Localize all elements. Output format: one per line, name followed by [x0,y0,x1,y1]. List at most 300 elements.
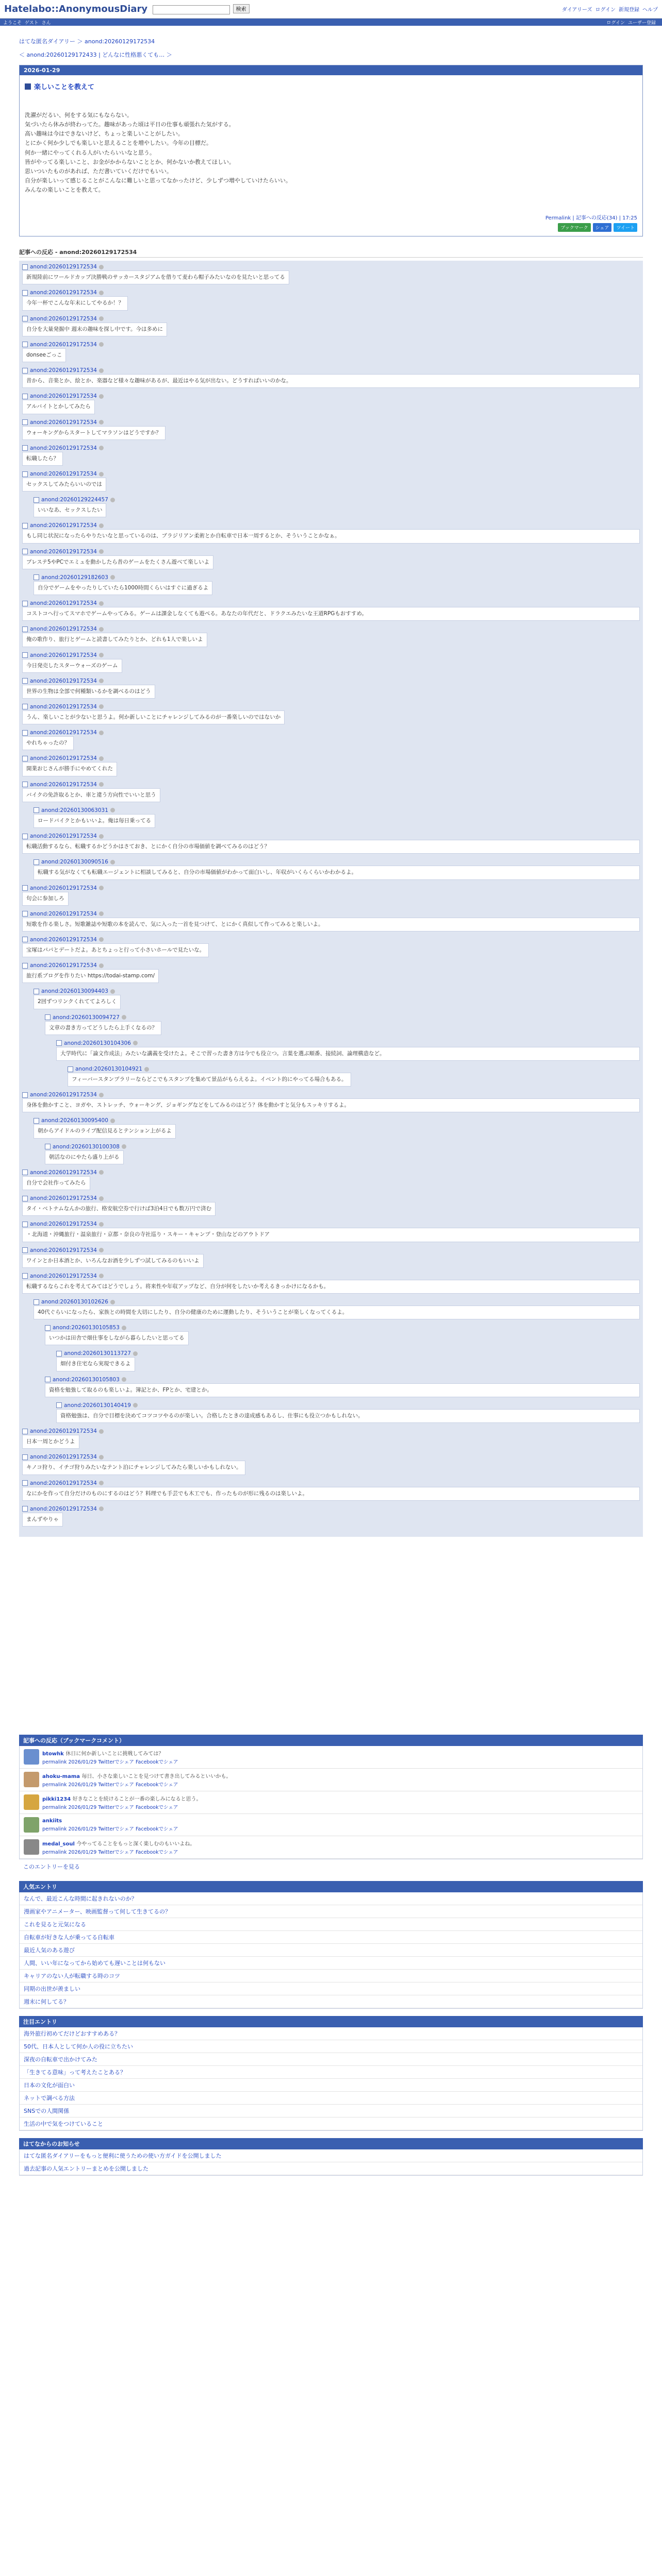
reply [22,264,640,284]
reply-id-link[interactable]: anond:20260129172534 [30,936,97,943]
hot-entry-link[interactable]: キャリアのない人が転職する時のコツ [24,1972,120,1979]
reply-text: フィーバースタンプラリーならどこでもスタンプを集めて景品がもらえるよ。イベント的にやってる場合もある。 [68,1073,351,1087]
reply-header [22,316,640,322]
new-entry-link[interactable]: 海外旅行初めてだけどおすすめある？ [24,2030,121,2037]
bookmark-count-icon[interactable] [110,808,115,812]
reply-header [56,1350,640,1357]
bookmark-count-icon[interactable] [99,472,104,477]
entry [19,65,643,236]
bookmark-content [42,1772,231,1788]
reply-header [22,471,640,477]
new-entry-link[interactable]: 50代、日本人として何か人の役に立ちたい [24,2043,133,2050]
bookmark-user[interactable]: ahoku-mama [42,1773,80,1780]
reply [68,1066,640,1087]
new-entry-row [20,2105,642,2117]
bookmark-count-icon[interactable] [99,601,104,606]
prev-next-link[interactable]: ＜ anond:20260129172433 | どんなに性格悪くても… ＞ [19,52,172,58]
search-button[interactable]: 検索 [233,4,250,13]
bookmark-user[interactable]: ankiits [42,1818,62,1824]
avatar[interactable] [24,1749,39,1765]
notice-row [20,2162,642,2175]
expand-box-icon[interactable] [22,1480,28,1486]
reply-id-link[interactable]: anond:20260129172534 [30,781,97,788]
bookmark-count-icon[interactable] [99,886,104,890]
expand-box-icon[interactable] [45,1325,51,1331]
reply-id-link[interactable]: anond:20260129172534 [30,626,97,633]
reply-id-link[interactable]: anond:20260130104306 [64,1040,131,1046]
reply-id-link[interactable]: anond:20260129172534 [30,1428,97,1435]
hot-entry-link[interactable]: 人間、いい年になってから始めても遅いことは何もない [24,1959,166,1967]
hot-entry-link[interactable]: 同期の出世が羨ましい [24,1985,80,1992]
breadcrumb [19,37,643,45]
more-link-text[interactable]: このエントリーを見る [23,1863,80,1870]
expand-box-icon[interactable] [22,471,28,477]
bookmark-count-icon[interactable] [99,1170,104,1175]
reply-id-link[interactable]: anond:20260129172534 [30,290,97,296]
reply-id-link[interactable]: anond:20260130090516 [41,859,108,866]
reply-text: いつかは田舎で畑仕事をしながら暮らしたいと思ってる [45,1331,189,1345]
entry-paragraph: 洗濯がだるい、何をする気にもならない。 [25,112,133,118]
expand-box-icon[interactable] [22,678,28,684]
reply [22,600,640,621]
reply [22,1454,640,1475]
bookmark-count-icon[interactable] [99,937,104,942]
new-entry-link[interactable]: SNSでの人間関係 [24,2107,70,2114]
expand-box-icon[interactable] [34,497,39,503]
reply-id-link[interactable]: anond:20260129172534 [30,600,97,607]
bookmark-count-icon[interactable] [122,1144,126,1149]
bookmark-count-icon[interactable] [99,342,104,347]
hot-section-title: 人気エントリ [19,1881,643,1892]
hot-entry-link[interactable]: これを見ると元気になる [24,1921,86,1928]
welcome-text: ようこそ [3,20,22,26]
reply-id-link[interactable]: anond:20260129172534 [30,730,97,736]
reply [22,678,640,699]
bookmark-count-icon[interactable] [99,446,104,450]
reply-text: 大学時代に「論文作成法」みたいな講義を受けたよ。そこで習った書き方は今でも役立つ。言葉を選ぶ順番、接続詞、論理構造など。 [56,1047,640,1061]
reply-id-link[interactable]: anond:20260129172534 [30,419,97,426]
hot-entry-link[interactable]: 最近人気のある遊び [24,1946,75,1954]
reply-id-link[interactable]: anond:20260129172534 [30,910,97,917]
bookmark-meta[interactable]: permalink 2026/01/29 Twitterでシェア Facebookでシェア [42,1826,178,1832]
entry-title [25,81,642,91]
bookmark-count-icon[interactable] [110,575,115,580]
expand-box-icon[interactable] [34,859,39,865]
notice-row [20,2149,642,2162]
expand-box-icon[interactable] [22,652,28,658]
expand-box-icon[interactable] [22,756,28,761]
bookmark-meta[interactable]: permalink 2026/01/29 Twitterでシェア Facebookでシェア [42,1759,178,1765]
expand-box-icon[interactable] [34,574,39,580]
reply [34,1117,640,1138]
reply-id-link[interactable]: anond:20260129172534 [30,1454,97,1461]
new-entry-link[interactable]: 深夜の自転車で出かけてみた [24,2056,97,2063]
expand-box-icon[interactable] [34,1299,39,1305]
reply-text: 自分で会社作ってみたら [22,1176,90,1190]
expand-box-icon[interactable] [22,1170,28,1175]
bookmark-row [20,1791,642,1814]
new-entry-link[interactable]: 日本の文化が面白い [24,2081,75,2089]
reply-id-link[interactable]: anond:20260129224457 [41,497,108,503]
bookmark-user[interactable]: medal_soul [42,1841,75,1847]
bookmark-content [42,1817,178,1832]
reply [22,1273,640,1294]
reply-id-link[interactable]: anond:20260130113727 [64,1350,131,1357]
expand-box-icon[interactable] [56,1402,62,1408]
reply-text: タイ・ベトナムなんかの旅行、格安航空券で行けば3泊4日でも数万円で済む [22,1202,216,1216]
reply-text: 朝からアイドルのライブ配信見るとテンション上がるよ [34,1124,176,1138]
bookmark-count-icon[interactable] [133,1403,138,1408]
reply-id-link[interactable]: anond:20260130100308 [53,1143,120,1150]
expand-box-icon[interactable] [22,1429,28,1434]
bookmark-count-icon[interactable] [99,679,104,683]
reply-id-link[interactable]: anond:20260129172534 [30,315,97,322]
bookmark-count-icon[interactable] [122,1377,126,1382]
bookmark-count-icon[interactable] [110,1300,115,1304]
reply [22,419,640,440]
bookmark-user[interactable]: pikki1234 [42,1796,71,1802]
bookmark-count-icon[interactable] [99,1274,104,1278]
reply [56,1402,640,1423]
expand-box-icon[interactable] [22,626,28,632]
bookmark-count-icon[interactable] [99,549,104,554]
bookmark-count-icon[interactable] [99,316,104,321]
expand-box-icon[interactable] [22,1506,28,1512]
reply-text: コストコへ行ってスマホでゲームやってみる。ゲームは課金しなくても遊べる。あなたの年代だと、ドラクエみたいな王道RPGもおすすめ。 [22,607,640,621]
bookmark-comment: 休日に何か新しいことに挑戦してみては？ [65,1751,164,1757]
expand-box-icon[interactable] [22,1273,28,1279]
reply-header [22,1428,640,1434]
expand-box-icon[interactable] [34,1118,39,1124]
reply [22,1221,640,1242]
expand-box-icon[interactable] [22,782,28,787]
guest-link[interactable]: ゲスト [25,20,39,26]
bookmark-count-icon[interactable] [110,860,115,865]
expand-box-icon[interactable] [45,1144,51,1149]
search-input[interactable] [153,5,230,14]
bookmark-line [42,1794,202,1802]
reply-text: 文章の書き方ってどうしたら上手くなるの？ [45,1021,161,1035]
expand-box-icon[interactable] [22,601,28,606]
reply-id-link[interactable]: anond:20260129172534 [30,885,97,891]
reply-id-link[interactable]: anond:20260130105853 [53,1325,120,1331]
new-entry-row [20,2066,642,2079]
bookmark-count-icon[interactable] [99,1455,104,1460]
reply-id-link[interactable]: anond:20260129172534 [30,755,97,762]
reply [22,471,640,492]
nav-login[interactable]: ログイン [595,7,616,13]
reply-header [22,1195,640,1201]
reply-id-link[interactable]: anond:20260129172534 [30,677,97,684]
bookmark-count-icon[interactable] [110,989,115,994]
new-entry-link[interactable]: 生活の中で気をつけていること [24,2120,103,2127]
expand-box-icon[interactable] [45,1014,51,1020]
reply [22,1247,640,1268]
expand-box-icon[interactable] [22,963,28,969]
reply-header [34,859,640,865]
bookmark-meta[interactable]: permalink 2026/01/29 Twitterでシェア Facebookでシェア [42,1804,178,1810]
new-entry-link[interactable]: 「生きてる意味」って考えたことある？ [24,2069,126,2076]
expand-box-icon[interactable] [22,368,28,374]
reply-text: 開業おじさんが勝手にやめてくれた [22,762,117,776]
reply-header [22,1454,640,1460]
expand-box-icon[interactable] [22,316,28,321]
reply [34,574,640,595]
expand-box-icon[interactable] [68,1066,73,1072]
bookmark-count-icon[interactable] [99,1429,104,1434]
bookmark-count-icon[interactable] [122,1326,126,1330]
reply-header [56,1040,640,1046]
reply-id-link[interactable]: anond:20260130094403 [41,988,108,995]
bookmark-count-icon[interactable] [99,523,104,528]
reply [22,937,640,957]
bookmark-count-icon[interactable] [99,731,104,735]
expand-box-icon[interactable] [22,1247,28,1253]
reply-header [22,937,640,943]
reply-id-link[interactable]: anond:20260129172534 [30,341,97,348]
bookmark-count-icon[interactable] [99,368,104,373]
reply-id-link[interactable]: anond:20260129172534 [30,652,97,658]
reply [22,393,640,414]
reply-text: 宝塚はパパとデートだよ。あとちょっと行って小さいホールで見たいな。 [22,943,209,957]
reply-id-link[interactable]: anond:20260130063031 [41,807,108,814]
expand-box-icon[interactable] [22,342,28,347]
signup-link[interactable]: ユーザー登録 [627,20,656,26]
reply [22,1480,640,1501]
bookmark-count-icon[interactable] [99,782,104,787]
reply-id-link[interactable]: anond:20260129172534 [30,1505,97,1512]
reply [22,1170,640,1190]
square-icon [25,83,31,90]
bookmark-button[interactable]: ブックマーク [558,223,590,232]
reply-id-link[interactable]: anond:20260129172534 [30,264,97,270]
reply-header [45,1144,640,1150]
reply-header [45,1014,640,1021]
share-button[interactable]: シェア [593,223,612,232]
reply-text: ロードバイクとかもいいよ。俺は毎日乗ってる [34,814,155,828]
reply-id-link[interactable]: anond:20260129172534 [30,1247,97,1253]
expand-box-icon[interactable] [22,394,28,399]
reply-id-link[interactable]: anond:20260129172534 [30,367,97,374]
breadcrumb-link[interactable]: はてな匿名ダイアリー ＞ anond:20260129172534 [19,38,155,45]
reply [22,290,640,310]
bookmark-count-icon[interactable] [99,291,104,295]
reply-id-link[interactable]: anond:20260130102626 [41,1299,108,1306]
reply [22,782,640,802]
bookmark-count-icon[interactable] [99,420,104,425]
bookmark-count-icon[interactable] [99,1093,104,1097]
bookmark-count-icon[interactable] [99,963,104,968]
entry-paragraph: 思いついたものがあれば、ただ書いていくだけでもいい。 [25,167,172,175]
expand-box-icon[interactable] [22,419,28,425]
reply-text: なにかを作って自分だけのものにするのはどう？料理でも手芸でも木工でも、作ったものが形に残るのは楽しいよ。 [22,1487,640,1501]
reply [22,1428,640,1449]
expand-box-icon[interactable] [22,445,28,451]
reply-id-link[interactable]: anond:20260129172534 [30,445,97,451]
notice-link[interactable]: はてな匿名ダイアリーをもっと便利に使うための使い方ガイドを公開しました [24,2152,222,2159]
bookmark-count-icon[interactable] [122,1015,126,1020]
expand-box-icon[interactable] [34,989,39,994]
reply-id-link[interactable]: anond:20260129172534 [30,1169,97,1176]
bookmark-count-icon[interactable] [99,1248,104,1252]
login-link[interactable]: ログイン [606,20,625,26]
expand-box-icon[interactable] [22,885,28,891]
reply-text: 転職したら？ [22,452,63,466]
reply-id-link[interactable]: anond:20260130104921 [75,1066,142,1073]
nav-register[interactable]: 新規登録 [619,7,639,13]
bookmark-count-icon[interactable] [99,394,104,399]
expand-box-icon[interactable] [22,704,28,709]
reply-header [34,497,640,503]
avatar[interactable] [24,1817,39,1833]
entry-paragraph: 何か一緒にやってくれる人がいたらいいなと思う。 [25,149,155,156]
replies-title: 記事への反応 - anond:20260129172534 [19,247,643,258]
bookmark-count-icon[interactable] [99,1222,104,1227]
expand-box-icon[interactable] [22,834,28,839]
bookmark-section [19,1735,643,1874]
reply-text: 身体を動かすこと、ヨガや、ストレッチ、ウォーキング、ジョギングなどをしてみるのはどう？体を動かすと気分もスッキリするよ。 [22,1098,640,1112]
reply-header [22,678,640,684]
expand-box-icon[interactable] [22,549,28,554]
expand-box-icon[interactable] [22,1454,28,1460]
entry-date: 2026-01-29 [20,65,642,75]
nav-help[interactable]: ヘルプ [642,7,658,13]
avatar[interactable] [24,1772,39,1787]
expand-box-icon[interactable] [22,730,28,736]
reply [22,316,640,336]
bookmark-count-icon[interactable] [99,1481,104,1485]
reply-id-link[interactable]: anond:20260130105803 [53,1376,120,1383]
reply-id-link[interactable]: anond:20260129172534 [30,1092,97,1098]
expand-box-icon[interactable] [22,1092,28,1098]
reply-text: もし同じ状況になったらやりたいなと思っているのは、ブラジリアン柔術とか自転車で日本一周するとか、そういうことかなぁ。 [22,529,640,543]
reply-header [22,782,640,788]
reply-header [22,833,640,839]
bookmark-meta[interactable]: permalink 2026/01/29 Twitterでシェア Facebookでシェア [42,1782,178,1788]
bookmark-count-icon[interactable] [99,756,104,761]
reply-header [22,1092,640,1098]
bookmark-count-icon[interactable] [99,265,104,269]
bookmark-user[interactable]: btowhk [42,1751,64,1757]
bookmark-count-icon[interactable] [110,1118,115,1123]
bookmark-count-icon[interactable] [99,834,104,839]
expand-box-icon[interactable] [22,1222,28,1227]
bookmark-count-icon[interactable] [99,911,104,916]
reply-id-link[interactable]: anond:20260129172534 [30,1221,97,1228]
avatar[interactable] [24,1839,39,1855]
reply-id-link[interactable]: anond:20260129182603 [41,574,108,581]
tweet-button[interactable]: ツイート [614,223,637,232]
new-entry-link[interactable]: ネットで調べる方法 [24,2094,75,2102]
reply-id-link[interactable]: anond:20260129172534 [30,703,97,710]
expand-box-icon[interactable] [34,807,39,813]
new-entry-row [20,2027,642,2040]
permalink[interactable]: Permalink | 記事への反応(34) | 17:25 [545,215,637,222]
bookmark-count-icon[interactable] [133,1041,138,1045]
reply-text: 新規陸前にワールドカップ決勝戦のサッカースタジアムを借りて麦わら帽子みたいなのを見たいと思ってる [22,270,289,284]
reply-text: 資格勉強は、自分で目標を決めてコツコツやるのが楽しい。合格したときの達成感もあるし、仕事にも役立つかもしれない。 [56,1409,640,1423]
expand-box-icon[interactable] [22,523,28,529]
reply-text: 転職する気がなくても転職エージェントに相談してみると、自分の市場価値がわかって面白いし、年収がいくらくらいかわかるよ。 [34,866,640,879]
bookmark-count-icon[interactable] [144,1067,149,1072]
expand-box-icon[interactable] [45,1377,51,1382]
reply-id-link[interactable]: anond:20260129172534 [30,833,97,840]
reply-text: 40代ぐらいになったら、家族との時間を大切にしたり、自分の健康のために運動したり、そういうことが楽しくなってくるよ。 [34,1306,640,1319]
reply-id-link[interactable]: anond:20260129172534 [30,1195,97,1202]
reply-id-link[interactable]: anond:20260129172534 [30,522,97,529]
reply-id-link[interactable]: anond:20260129172534 [30,962,97,969]
avatar[interactable] [24,1794,39,1810]
top-bar [0,19,662,26]
reply-header [22,1273,640,1279]
reply-id-link[interactable]: anond:20260129172534 [30,1273,97,1279]
entry-paragraph: 気づいたら休みが終わってた。趣味があった頃は平日の仕事も頑張れた気がする。 [25,121,235,128]
bookmark-line [42,1839,195,1847]
reply-text: 転職するならこれを考えてみてはどうでしょう。将来性や年収アップなど、自分が何をしたいか考えるきっかけになるかも。 [22,1280,640,1294]
reply-header [22,342,640,348]
hot-entry-link[interactable]: 自転車が好きな人が乗ってる自転車 [24,1934,114,1941]
bookmark-line [42,1817,178,1824]
bookmark-count-icon[interactable] [99,627,104,632]
expand-box-icon[interactable] [56,1351,62,1357]
reply-id-link[interactable]: anond:20260129172534 [30,1480,97,1486]
bookmark-comment: 好きなことを続けることが一番の楽しみになると思う。 [72,1796,202,1802]
reply-id-link[interactable]: anond:20260129172534 [30,471,97,478]
reply-id-link[interactable]: anond:20260129172534 [30,548,97,555]
bookmark-meta[interactable]: permalink 2026/01/29 Twitterでシェア Facebookでシェア [42,1849,178,1855]
bookmark-count-icon[interactable] [133,1351,138,1356]
new-entry-row [20,2092,642,2105]
reply-id-link[interactable]: anond:20260130094727 [53,1014,120,1021]
bookmark-count-icon[interactable] [99,704,104,709]
expand-box-icon[interactable] [56,1040,62,1046]
bookmark-row [20,1836,642,1859]
reply [56,1040,640,1061]
site-logo[interactable]: Hatelabo::AnonymousDiary [4,4,148,14]
hot-entry-link[interactable]: 漫画家やアニメーター、映画監督って何して生きてるの？ [24,1908,171,1915]
reply-text: 畑付き住宅なら実現できるよ [56,1357,135,1371]
bookmark-count-icon[interactable] [110,498,115,502]
expand-box-icon[interactable] [22,1196,28,1201]
bookmark-count-icon[interactable] [99,653,104,657]
hot-entry-row [20,1957,642,1970]
expand-box-icon[interactable] [22,290,28,296]
expand-box-icon[interactable] [22,264,28,270]
hot-entry-link[interactable]: 週末に何してる？ [24,1998,69,2005]
reply-header [22,755,640,761]
reply-id-link[interactable]: anond:20260129172534 [30,393,97,400]
nav-diaries[interactable]: ダイアリーズ [561,7,592,13]
reply-text: ワインとか日本酒とか、いろんなお酒を少しずつ試してみるのもいいよ [22,1254,204,1268]
notice-link[interactable]: 過去記事の人気エントリーまとめを公開しました [24,2165,148,2172]
hot-list [19,1892,643,2009]
entry-body [25,111,642,195]
bookmark-comment: 今やってることをもっと深く楽しむのもいいよね。 [76,1841,195,1847]
bookmark-count-icon[interactable] [99,1196,104,1201]
new-entry-row [20,2040,642,2053]
hot-entry-link[interactable]: なんで、最近こんな時間に起きれないのか？ [24,1895,137,1902]
header-nav [562,5,658,13]
expand-box-icon[interactable] [22,911,28,917]
bookmark-count-icon[interactable] [99,1506,104,1511]
entry-title-link[interactable]: 楽しいことを教えて [34,83,95,91]
expand-box-icon[interactable] [22,937,28,942]
hot-section [19,1881,643,2009]
reply-header [22,264,640,270]
reply-text: ・北海道・沖縄旅行・温泉旅行・京都・奈良の寺社巡り・スキー・キャンプ・登山などのアウトドア [22,1228,640,1242]
reply-id-link[interactable]: anond:20260130140419 [64,1402,131,1409]
reply-id-link[interactable]: anond:20260130095400 [41,1117,108,1124]
